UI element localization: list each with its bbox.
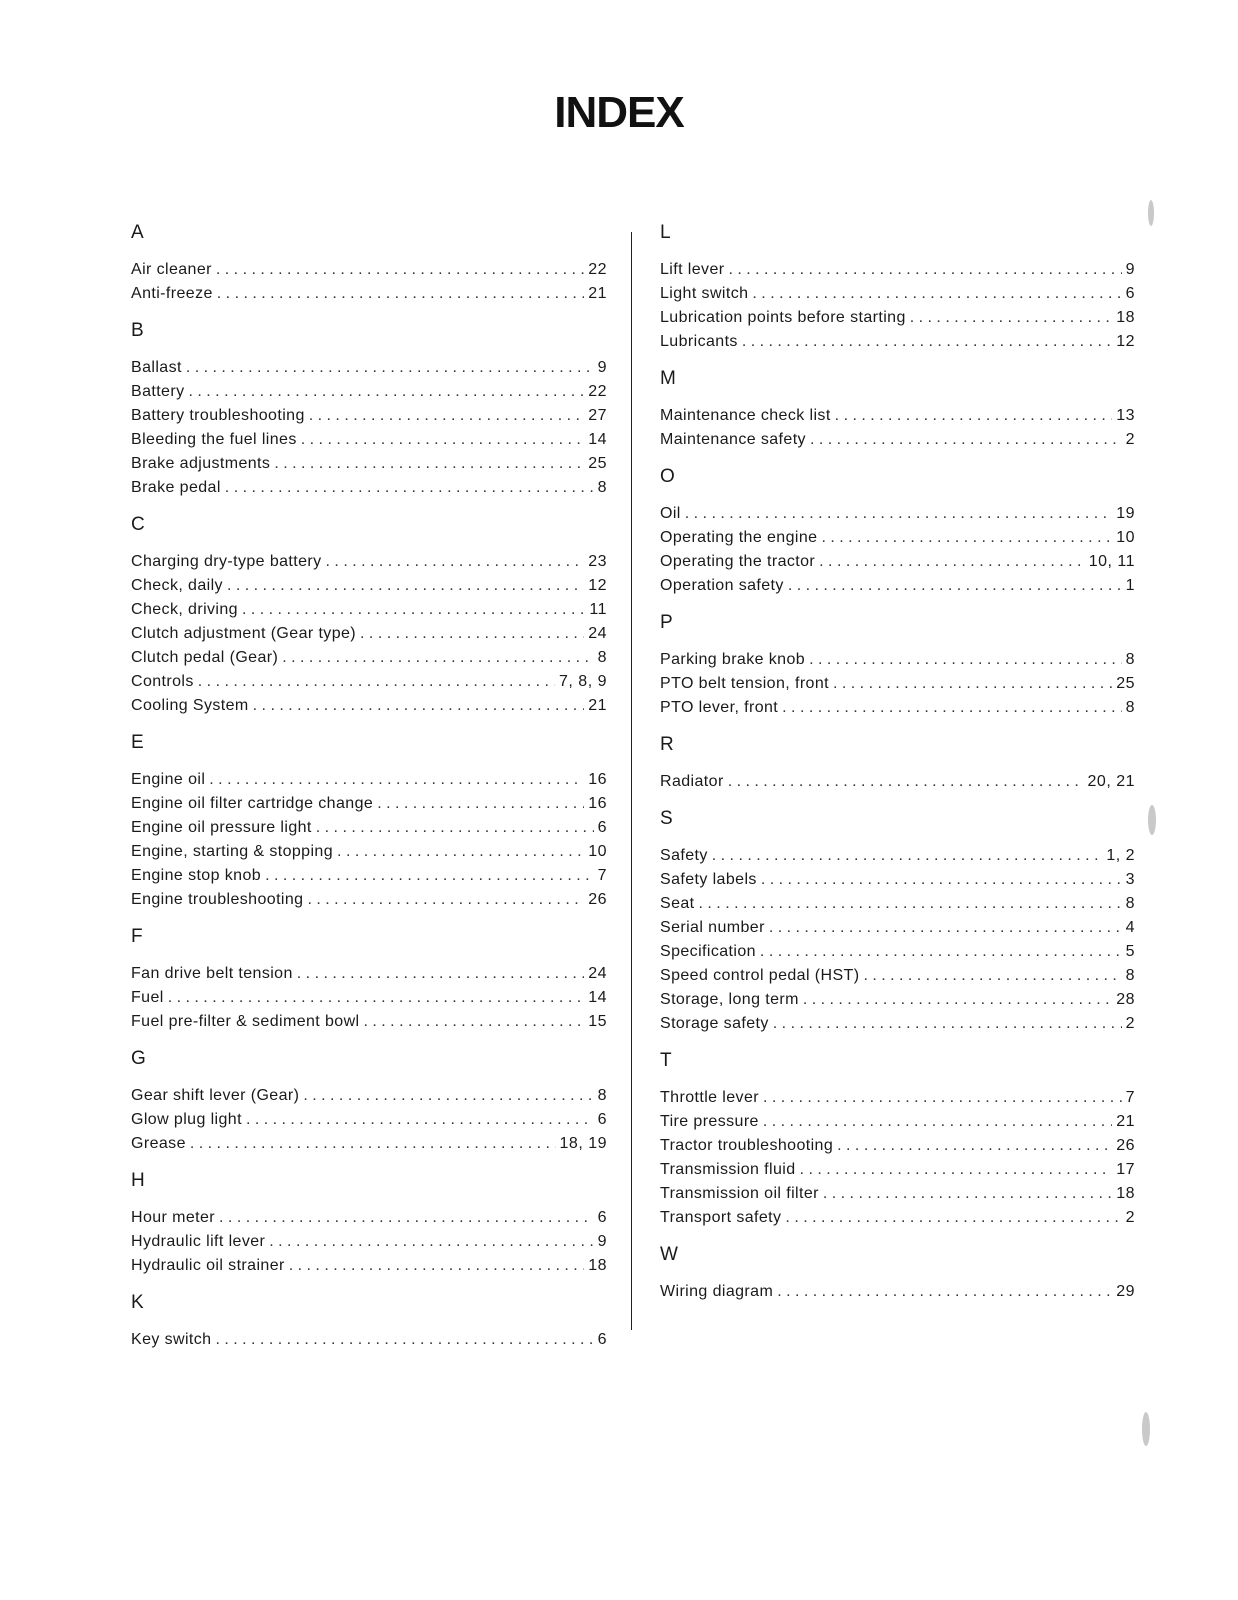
entry-page-number: 10	[1116, 529, 1135, 546]
dot-leader	[910, 306, 1112, 330]
entry-label: Maintenance safety	[660, 431, 806, 448]
index-entry	[131, 670, 607, 694]
dot-leader	[835, 404, 1113, 428]
dot-leader	[800, 1158, 1113, 1182]
entry-label: Lubricants	[660, 333, 738, 350]
entry-page-number: 6	[597, 1209, 607, 1226]
dot-leader	[215, 1328, 593, 1352]
section-letter: K	[131, 1292, 144, 1313]
dot-leader	[303, 1084, 593, 1108]
index-section-b	[131, 320, 607, 500]
dot-leader	[782, 696, 1121, 720]
entry-label: Charging dry-type battery	[131, 553, 322, 570]
dot-leader	[769, 916, 1122, 940]
entry-page-number: 6	[597, 1331, 607, 1348]
entry-page-number: 2	[1125, 1209, 1135, 1226]
index-entry	[660, 940, 1135, 964]
dot-leader	[803, 988, 1112, 1012]
entry-label: Fan drive belt tension	[131, 965, 293, 982]
dot-leader	[289, 1254, 584, 1278]
index-entry	[660, 404, 1135, 428]
index-entry	[131, 1084, 607, 1108]
entry-label: Controls	[131, 673, 194, 690]
section-letter: O	[660, 466, 675, 487]
entry-label: Battery	[131, 383, 185, 400]
index-section-l	[660, 222, 1135, 354]
section-letter: W	[660, 1244, 678, 1265]
entry-label: Light switch	[660, 285, 749, 302]
dot-leader	[377, 792, 584, 816]
section-letter: C	[131, 514, 145, 535]
index-entry	[660, 844, 1135, 868]
dot-leader	[763, 1110, 1112, 1134]
index-entry	[660, 282, 1135, 306]
entry-label: Storage, long term	[660, 991, 799, 1008]
index-entry	[131, 282, 607, 306]
section-letter: A	[131, 222, 144, 243]
entry-label: Engine oil	[131, 771, 206, 788]
index-section-h	[131, 1170, 607, 1278]
index-entry	[131, 550, 607, 574]
entry-page-number: 10, 11	[1088, 553, 1135, 570]
index-section-s	[660, 808, 1135, 1036]
entry-label: Air cleaner	[131, 261, 212, 278]
entry-page-number: 9	[1125, 261, 1135, 278]
entry-label: Wiring diagram	[660, 1283, 774, 1300]
entry-page-number: 17	[1116, 1161, 1135, 1178]
index-entry	[131, 622, 607, 646]
entry-label: Hour meter	[131, 1209, 216, 1226]
dot-leader	[742, 330, 1112, 354]
index-section-p	[660, 612, 1135, 720]
dot-leader	[777, 1280, 1112, 1304]
entry-label: Specification	[660, 943, 756, 960]
entry-label: Throttle lever	[660, 1089, 759, 1106]
section-letter: F	[131, 926, 143, 947]
entry-label: Transmission fluid	[660, 1161, 796, 1178]
dot-leader	[198, 670, 555, 694]
index-entry	[131, 598, 607, 622]
section-letter: M	[660, 368, 676, 389]
section-letter: B	[131, 320, 144, 341]
index-entry	[660, 1206, 1135, 1230]
index-entry	[660, 1134, 1135, 1158]
index-entry	[660, 696, 1135, 720]
dot-leader	[297, 962, 584, 986]
entry-label: Hydraulic lift lever	[131, 1233, 266, 1250]
index-entry	[131, 962, 607, 986]
entry-page-number: 12	[588, 577, 607, 594]
entry-page-number: 12	[1116, 333, 1135, 350]
index-entry	[131, 574, 607, 598]
dot-leader	[728, 258, 1121, 282]
index-entry	[131, 428, 607, 452]
index-entry	[660, 1158, 1135, 1182]
index-section-e	[131, 732, 607, 912]
index-entry	[131, 840, 607, 864]
index-entry	[131, 476, 607, 500]
entry-label: Engine troubleshooting	[131, 891, 304, 908]
entry-page-number: 18	[1116, 309, 1135, 326]
dot-leader	[190, 1132, 556, 1156]
dot-leader	[225, 476, 594, 500]
entry-page-number: 8	[1125, 651, 1135, 668]
section-letter: E	[131, 732, 144, 753]
dot-leader	[301, 428, 584, 452]
entry-label: Cooling System	[131, 697, 249, 714]
entry-label: Seat	[660, 895, 695, 912]
index-entry	[131, 452, 607, 476]
index-entry	[131, 792, 607, 816]
entry-label: Engine oil filter cartridge change	[131, 795, 374, 812]
index-entry	[660, 1086, 1135, 1110]
index-entry	[660, 550, 1135, 574]
index-entry	[660, 574, 1135, 598]
dot-leader	[712, 844, 1103, 868]
dot-leader	[823, 1182, 1112, 1206]
entry-page-number: 8	[1125, 895, 1135, 912]
entry-page-number: 24	[588, 965, 607, 982]
dot-leader	[219, 1206, 594, 1230]
dot-leader	[810, 428, 1122, 452]
dot-leader	[773, 1012, 1122, 1036]
index-entry	[660, 672, 1135, 696]
entry-label: Brake pedal	[131, 479, 221, 496]
index-entry	[660, 502, 1135, 526]
entry-page-number: 9	[597, 1233, 607, 1250]
dot-leader	[265, 864, 594, 888]
entry-label: Ballast	[131, 359, 182, 376]
entry-label: Engine, starting & stopping	[131, 843, 334, 860]
section-letter: S	[660, 808, 673, 829]
index-entry	[660, 1012, 1135, 1036]
index-entry	[131, 1108, 607, 1132]
entry-page-number: 18	[588, 1257, 607, 1274]
index-entry	[131, 380, 607, 404]
entry-page-number: 6	[597, 1111, 607, 1128]
index-entry	[660, 258, 1135, 282]
entry-page-number: 5	[1125, 943, 1135, 960]
dot-leader	[821, 526, 1112, 550]
dot-leader	[274, 452, 584, 476]
index-entry	[131, 816, 607, 840]
entry-label: Oil	[660, 505, 681, 522]
index-entry	[131, 1254, 607, 1278]
dot-leader	[216, 258, 584, 282]
entry-page-number: 10	[588, 843, 607, 860]
index-section-g	[131, 1048, 607, 1156]
entry-page-number: 16	[588, 795, 607, 812]
dot-leader	[307, 888, 584, 912]
dot-leader	[788, 574, 1122, 598]
entry-label: Radiator	[660, 773, 724, 790]
index-section-a	[131, 222, 607, 306]
index-entry	[660, 964, 1135, 988]
entry-label: Clutch adjustment (Gear type)	[131, 625, 357, 642]
index-entry	[131, 1132, 607, 1156]
entry-label: PTO belt tension, front	[660, 675, 829, 692]
entry-label: Engine stop knob	[131, 867, 262, 884]
entry-page-number: 6	[597, 819, 607, 836]
dot-leader	[819, 550, 1085, 574]
index-entry	[131, 888, 607, 912]
entry-page-number: 20, 21	[1087, 773, 1135, 790]
entry-page-number: 25	[588, 455, 607, 472]
index-entry	[660, 306, 1135, 330]
entry-page-number: 8	[597, 649, 607, 666]
index-entry	[660, 988, 1135, 1012]
entry-label: Lift lever	[660, 261, 725, 278]
entry-label: Anti-freeze	[131, 285, 213, 302]
binder-hole-mark	[1148, 200, 1154, 226]
binder-hole-mark	[1148, 805, 1156, 835]
dot-leader	[364, 1010, 585, 1034]
section-letter: T	[660, 1050, 672, 1071]
index-entry	[131, 404, 607, 428]
entry-page-number: 19	[1116, 505, 1135, 522]
entry-page-number: 16	[588, 771, 607, 788]
entry-page-number: 26	[588, 891, 607, 908]
index-section-f	[131, 926, 607, 1034]
entry-page-number: 27	[588, 407, 607, 424]
binder-hole-mark	[1142, 1412, 1150, 1446]
entry-page-number: 7, 8, 9	[559, 673, 607, 690]
entry-label: Storage safety	[660, 1015, 769, 1032]
index-entry	[660, 1110, 1135, 1134]
entry-page-number: 1, 2	[1106, 847, 1135, 864]
entry-label: Transmission oil filter	[660, 1185, 819, 1202]
dot-leader	[863, 964, 1121, 988]
index-entry	[660, 868, 1135, 892]
dot-leader	[309, 404, 584, 428]
index-entry	[131, 356, 607, 380]
section-letter: R	[660, 734, 674, 755]
dot-leader	[785, 1206, 1121, 1230]
index-entry	[131, 694, 607, 718]
entry-label: Key switch	[131, 1331, 212, 1348]
entry-page-number: 8	[1125, 967, 1135, 984]
entry-label: Bleeding the fuel lines	[131, 431, 297, 448]
section-letter: P	[660, 612, 673, 633]
dot-leader	[833, 672, 1112, 696]
index-entry	[660, 916, 1135, 940]
index-section-k	[131, 1292, 607, 1352]
dot-leader	[189, 380, 585, 404]
entry-page-number: 13	[1116, 407, 1135, 424]
index-entry	[660, 892, 1135, 916]
entry-page-number: 24	[588, 625, 607, 642]
dot-leader	[209, 768, 584, 792]
dot-leader	[227, 574, 584, 598]
entry-label: PTO lever, front	[660, 699, 779, 716]
dot-leader	[761, 868, 1122, 892]
index-entry	[131, 768, 607, 792]
index-section-c	[131, 514, 607, 718]
index-entry	[131, 864, 607, 888]
section-letter: H	[131, 1170, 145, 1191]
index-entry	[131, 1328, 607, 1352]
dot-leader	[699, 892, 1122, 916]
entry-label: Safety labels	[660, 871, 757, 888]
dot-leader	[763, 1086, 1122, 1110]
dot-leader	[337, 840, 584, 864]
index-entry	[660, 428, 1135, 452]
dot-leader	[760, 940, 1122, 964]
index-entry	[660, 770, 1135, 794]
entry-page-number: 21	[588, 285, 607, 302]
entry-page-number: 9	[597, 359, 607, 376]
entry-label: Grease	[131, 1135, 186, 1152]
entry-label: Glow plug light	[131, 1111, 242, 1128]
entry-page-number: 7	[597, 867, 607, 884]
index-entry	[660, 1280, 1135, 1304]
index-entry	[131, 1206, 607, 1230]
entry-label: Operating the engine	[660, 529, 818, 546]
page-title: INDEX	[554, 88, 684, 137]
dot-leader	[316, 816, 594, 840]
entry-label: Parking brake knob	[660, 651, 806, 668]
entry-label: Fuel	[131, 989, 164, 1006]
entry-page-number: 14	[588, 989, 607, 1006]
index-entry	[131, 1010, 607, 1034]
entry-page-number: 22	[588, 261, 607, 278]
entry-label: Tire pressure	[660, 1113, 759, 1130]
index-entry	[131, 986, 607, 1010]
index-section-r	[660, 734, 1135, 794]
entry-page-number: 8	[597, 479, 607, 496]
dot-leader	[326, 550, 585, 574]
dot-leader	[685, 502, 1112, 526]
dot-leader	[728, 770, 1084, 794]
entry-page-number: 7	[1125, 1089, 1135, 1106]
entry-label: Check, driving	[131, 601, 238, 618]
dot-leader	[360, 622, 584, 646]
entry-label: Lubrication points before starting	[660, 309, 906, 326]
dot-leader	[269, 1230, 593, 1254]
index-entry	[660, 1182, 1135, 1206]
entry-page-number: 28	[1116, 991, 1135, 1008]
entry-label: Maintenance check list	[660, 407, 831, 424]
entry-page-number: 29	[1116, 1283, 1135, 1300]
dot-leader	[246, 1108, 594, 1132]
entry-page-number: 1	[1125, 577, 1135, 594]
entry-label: Operation safety	[660, 577, 784, 594]
entry-page-number: 6	[1125, 285, 1135, 302]
entry-label: Hydraulic oil strainer	[131, 1257, 285, 1274]
entry-label: Engine oil pressure light	[131, 819, 312, 836]
entry-page-number: 11	[589, 601, 607, 618]
entry-page-number: 26	[1116, 1137, 1135, 1154]
index-entry	[660, 526, 1135, 550]
entry-label: Speed control pedal (HST)	[660, 967, 860, 984]
entry-page-number: 3	[1125, 871, 1135, 888]
entry-page-number: 23	[588, 553, 607, 570]
index-section-t	[660, 1050, 1135, 1230]
dot-leader	[282, 646, 593, 670]
index-entry	[660, 648, 1135, 672]
section-letter: L	[660, 222, 671, 243]
dot-leader	[242, 598, 585, 622]
index-section-o	[660, 466, 1135, 598]
entry-page-number: 2	[1125, 1015, 1135, 1032]
entry-page-number: 4	[1125, 919, 1135, 936]
dot-leader	[253, 694, 585, 718]
entry-page-number: 2	[1125, 431, 1135, 448]
dot-leader	[168, 986, 584, 1010]
entry-label: Tractor troubleshooting	[660, 1137, 834, 1154]
entry-label: Brake adjustments	[131, 455, 271, 472]
dot-leader	[837, 1134, 1112, 1158]
entry-page-number: 22	[588, 383, 607, 400]
index-entry	[131, 258, 607, 282]
entry-page-number: 18	[1116, 1185, 1135, 1202]
column-divider	[631, 232, 632, 1330]
entry-page-number: 15	[588, 1013, 607, 1030]
dot-leader	[217, 282, 584, 306]
dot-leader	[809, 648, 1122, 672]
dot-leader	[186, 356, 594, 380]
entry-label: Battery troubleshooting	[131, 407, 305, 424]
entry-label: Operating the tractor	[660, 553, 816, 570]
index-entry	[131, 646, 607, 670]
entry-page-number: 21	[1116, 1113, 1135, 1130]
index-entry	[660, 330, 1135, 354]
entry-page-number: 8	[1125, 699, 1135, 716]
index-entry	[131, 1230, 607, 1254]
entry-label: Safety	[660, 847, 708, 864]
entry-label: Gear shift lever (Gear)	[131, 1087, 300, 1104]
dot-leader	[752, 282, 1121, 306]
entry-label: Clutch pedal (Gear)	[131, 649, 279, 666]
entry-page-number: 8	[597, 1087, 607, 1104]
entry-page-number: 14	[588, 431, 607, 448]
entry-page-number: 21	[588, 697, 607, 714]
entry-label: Transport safety	[660, 1209, 782, 1226]
index-column-left	[131, 222, 607, 1366]
entry-page-number: 18, 19	[559, 1135, 607, 1152]
entry-page-number: 25	[1116, 675, 1135, 692]
entry-label: Check, daily	[131, 577, 223, 594]
section-letter: G	[131, 1048, 146, 1069]
entry-label: Fuel pre-filter & sediment bowl	[131, 1013, 360, 1030]
entry-label: Serial number	[660, 919, 765, 936]
index-section-w	[660, 1244, 1135, 1304]
index-section-m	[660, 368, 1135, 452]
index-column-right	[660, 222, 1135, 1318]
